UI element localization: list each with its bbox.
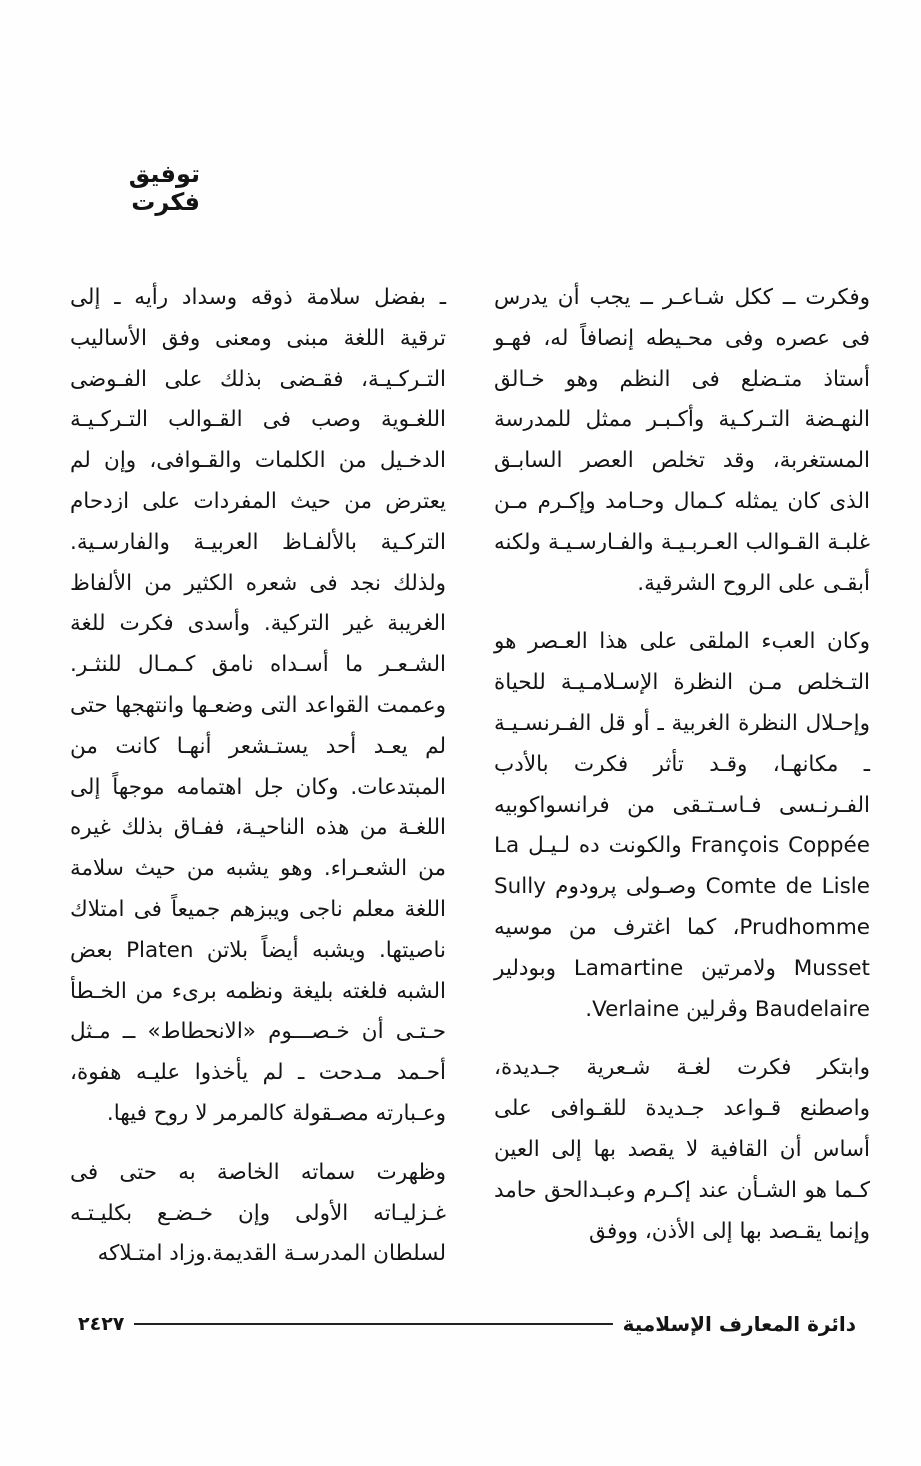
footer-divider [134, 1323, 612, 1325]
page-footer [78, 1306, 856, 1342]
paragraph: ـ بفضل سلامة ذوقه وسداد رأيه ـ إلى ترقية اللغة مبنى ومعنى وفق الأساليب التـركـيـة، فقـضى بذلك على الفـوضى اللغـوية وصب فى القـوالب التـركـيـة الدخـيل من الكلمات والقـوافى، وإن لم يعترض من حيث المفردات على ازدحام التركـية بالألفـاظ العربيـة والفارسـية. ولذلك نجد فى شعره الكثير من الألفاظ الغريبة غير التركية. وأسدى فكرت للغة الشـعـر ما أسـداه نامق كـمـال للنثـر. وعممت القواعد التى وضعـها وانتهجها حتى لم يعـد أحد يستـشعر أنهـا كانت من المبتدعات. وكان جل اهتمامه موجهاً إلى اللغـة من هذه الناحيـة، ففـاق بذلك غيره من الشعـراء. وهو يشبه من حيث سلامة اللغة معلم ناجى ويبزهم جميعاً فى امتلاك ناصيتها. ويشبه أيضاً بلاتن Platen بعض الشبه فلغته بليغة ونظمه برىء من الخـطأ حـتـى أن خـصـــوم «الانحطاط» ــ مـثل أحـمد مـدحت ـ لم يأخذوا عليـه هفوة، وعـبارته مصـقولة كالمرمر لا روح فيها. [70, 285, 446, 1126]
paragraph: وظهرت سماته الخاصة به حتى فى غـزليـاته الأولى وإن خـضـع بكليـتـه لسلطان المدرسـة القديمة.وزاد امتـلاكه [70, 1159, 446, 1267]
paragraph: وكان العبء الملقى على هذا العـصر هو التـخلص مـن النظرة الإسـلامـيـة للحياة وإحـلال النظرة الغربية ـ أو قل الفـرنسـيـة ـ مكانهـا، وقـد تأثر فكرت بالأدب الفـرنـسى فـاسـتـقى من فرانسواكوبيه François Coppée والكونت ده لـيـل La Comte de Lisle وصـولى پرودوم Sully Prudhomme، كما اغترف من موسيه Musset ولامرتين Lamartine وبودلير Baudelaire وڤرلين Verlaine. [494, 629, 871, 1022]
encyclopedia-name: دائرة المعارف الإسلامية [622, 1312, 856, 1336]
page-number: ٢٤٢٧ [78, 1313, 125, 1335]
text-column-left [70, 278, 446, 1275]
text-column-right [494, 278, 870, 1252]
page-header-title: توفيق فكرت [128, 160, 200, 216]
paragraph: وفكرت ــ ككل شـاعـر ــ يجب أن يدرس فى عصره وفى محـيطه إنصافاً له، فهـو أستاذ متـضلع فى النظم وهو خـالق النهـضة التـركـية وأكـبـر ممثل للمدرسة المستغربة، وقد تخلص العصر السابـق الذى كان يمثله كـمال وحـامد وإكـرم مـن غلبـة القـوالب العـربـيـة والفـارسـيـة ولكنه أبقـى على الروح الشرقية. [494, 285, 870, 596]
paragraph: وابتكر فكرت لغـة شـعرية جـديدة، واصطنع قـواعد جـديدة للقـوافى على أساس أن القافية لا يقصد بها إلى العين كـما هو الشـأن عند إكـرم وعبـدالحق حامد وإنما يقـصد بها إلى الأذن، ووفق [494, 1055, 870, 1244]
